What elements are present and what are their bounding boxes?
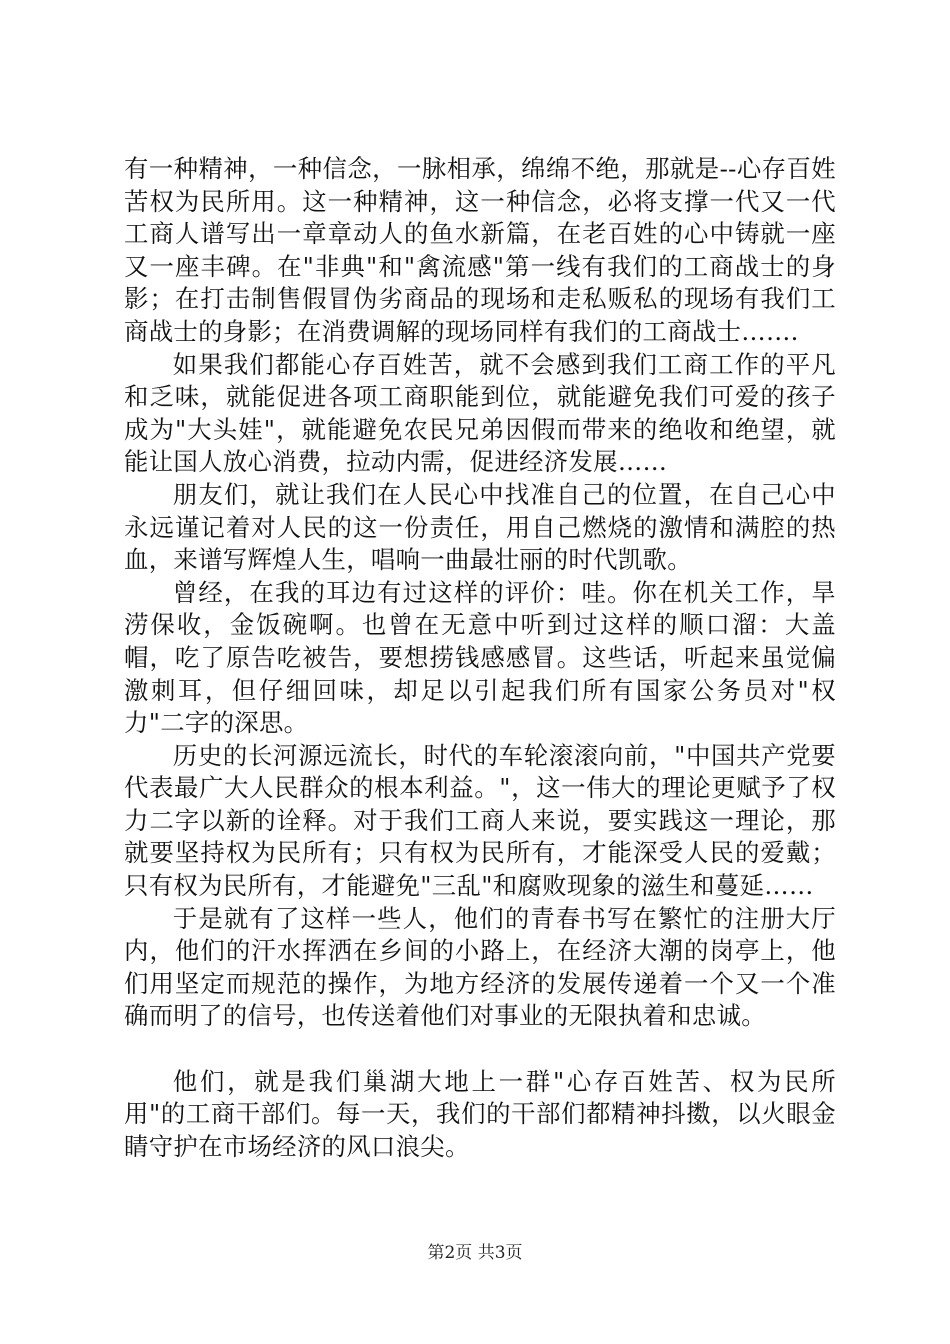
paragraph-4: 曾经，在我的耳边有过这样的评价：哇。你在机关工作，旱涝保收，金饭碗啊。也曾在无意中听到过这样的顺口溜：大盖帽，吃了原告吃被告，要想捞钱感感冒。这些话，听起来虽觉偏激刺耳，但仔细回味，却足以引起我们所有国家公务员对"权力"二字的深思。 — [124, 577, 836, 738]
paragraph-7: 他们，就是我们巢湖大地上一群"心存百姓苦、权为民所用"的工商干部们。每一天，我们的干部们都精神抖擞，以火眼金睛守护在市场经济的风口浪尖。 — [124, 1066, 836, 1161]
paragraph-6: 于是就有了这样一些人，他们的青春书写在繁忙的注册大厅内，他们的汗水挥洒在乡间的小路上，在经济大潮的岗亭上，他们用坚定而规范的操作，为地方经济的发展传递着一个又一个准确而明了的信号，也传送着他们对事业的无限执着和忠诚。 — [124, 903, 836, 1031]
paragraph-5: 历史的长河源远流长，时代的车轮滚滚向前，"中国共产党要代表最广大人民群众的根本利益。"，这一伟大的理论更赋予了权力二字以新的诠释。对于我们工商人来说，要实践这一理论，那就要坚持权为民所有；只有权为民所有，才能深受人民的爱戴；只有权为民所有，才能避免"三乱"和腐败现象的滋生和蔓延…… — [124, 740, 836, 901]
page-footer — [0, 1238, 950, 1263]
paragraph-1: 有一种精神，一种信念，一脉相承，绵绵不绝，那就是--心存百姓苦权为民所用。这一种精神，这一种信念，必将支撑一代又一代工商人谱写出一章章动人的鱼水新篇，在老百姓的心中铸就一座又一座丰碑。在"非典"和"禽流感"第一线有我们的工商战士的身影；在打击制售假冒伪劣商品的现场和走私贩私的现场有我们工商战士的身影；在消费调解的现场同样有我们的工商战士……. — [124, 154, 836, 346]
page-number-label: 第2页 共3页 — [427, 1243, 523, 1263]
paragraph-3: 朋友们，就让我们在人民心中找准自己的位置，在自己心中永远谨记着对人民的这一份责任，用自己燃烧的激情和满腔的热血，来谱写辉煌人生，唱响一曲最壮丽的时代凯歌。 — [124, 479, 836, 575]
paragraph-2: 如果我们都能心存百姓苦，就不会感到我们工商工作的平凡和乏味，就能促进各项工商职能到位，就能避免我们可爱的孩子成为"大头娃"，就能避免农民兄弟因假而带来的绝收和绝望，就能让国人放心消费，拉动内需，促进经济发展…… — [124, 349, 836, 477]
document-body — [124, 153, 836, 1163]
